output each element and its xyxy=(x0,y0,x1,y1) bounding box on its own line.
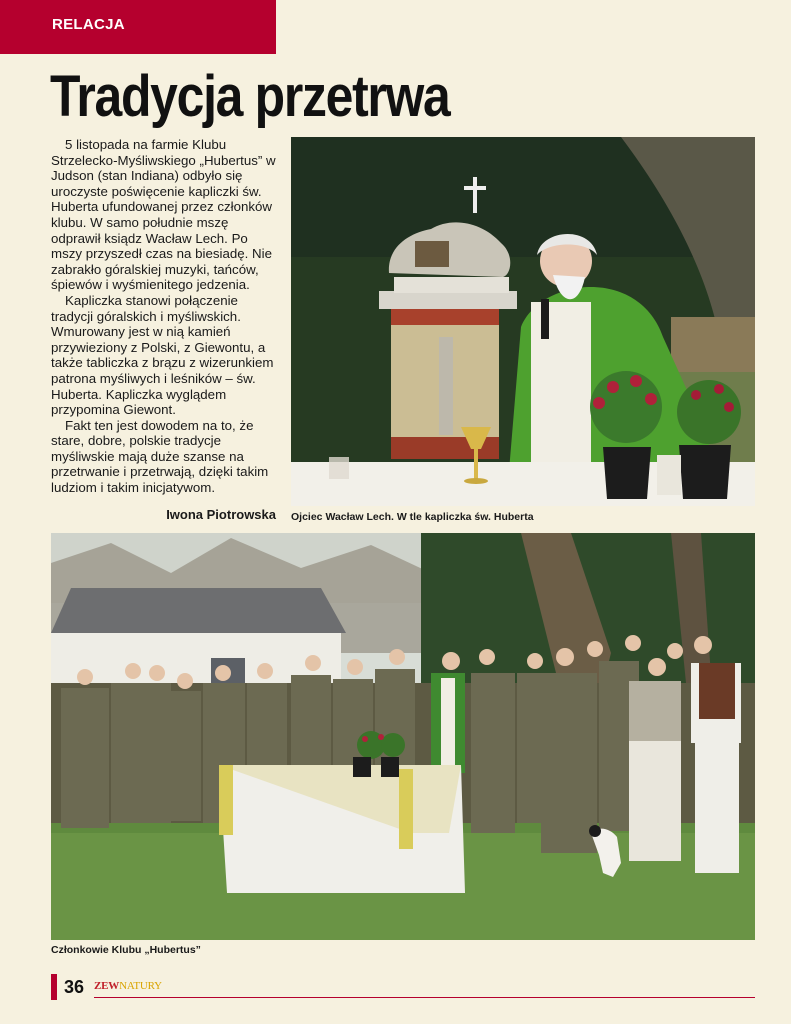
paragraph: Fakt ten jest dowodem na to, że stare, dobre, polskie tradycje myśliwskie mają duże szanse na przetrwanie i przetrwają, dzięki takim ludziom i takim inicjatywom. xyxy=(51,417,269,496)
magazine-logo xyxy=(94,980,162,992)
photo-priest-shrine xyxy=(291,137,755,506)
section-tab xyxy=(0,0,276,54)
page-marker xyxy=(51,974,57,1000)
magazine-logo-part1: ZEW xyxy=(94,980,120,992)
footer-rule xyxy=(94,997,755,998)
photo-club-members xyxy=(51,533,755,940)
page-number: 36 xyxy=(64,977,85,997)
article-body xyxy=(51,137,277,496)
article-author: Iwona Piotrowska xyxy=(166,507,276,522)
section-label: RELACJA xyxy=(52,16,125,33)
photo-caption-top: Ojciec Wacław Lech. W tle kapliczka św. Huberta xyxy=(291,511,534,523)
paragraph: 5 listopada na farmie Klubu Strzelecko-Myśliwskiego „Hubertus” w Judson (stan Indiana) odbyło się uroczyste poświęcenie kapliczki św. Huberta ufundowanej przez członków klubu. W samo południe mszę odprawił ksiądz Wacław Lech. Po mszy przyszedł czas na biesiadę. Nie zabrakło góralskiej muzyki, tańców, śpiewów i wyśmienitego jedzenia. xyxy=(51,137,276,293)
magazine-logo-part2: NATURY xyxy=(119,980,162,992)
article-title: Tradycja przetrwa xyxy=(50,64,450,129)
paragraph: Kapliczka stanowi połączenie tradycji góralskich i myśliwskich. Wmurowany jest w nią kamień przywieziony z Polski, z Giewontu, a także tabliczka z brązu z wizerunkiem patrona myśliwych i leśników – św. Huberta. Kapliczka wyglądem przypomina Giewont. xyxy=(51,292,274,418)
photo-caption-bottom: Członkowie Klubu „Hubertus” xyxy=(51,944,201,956)
